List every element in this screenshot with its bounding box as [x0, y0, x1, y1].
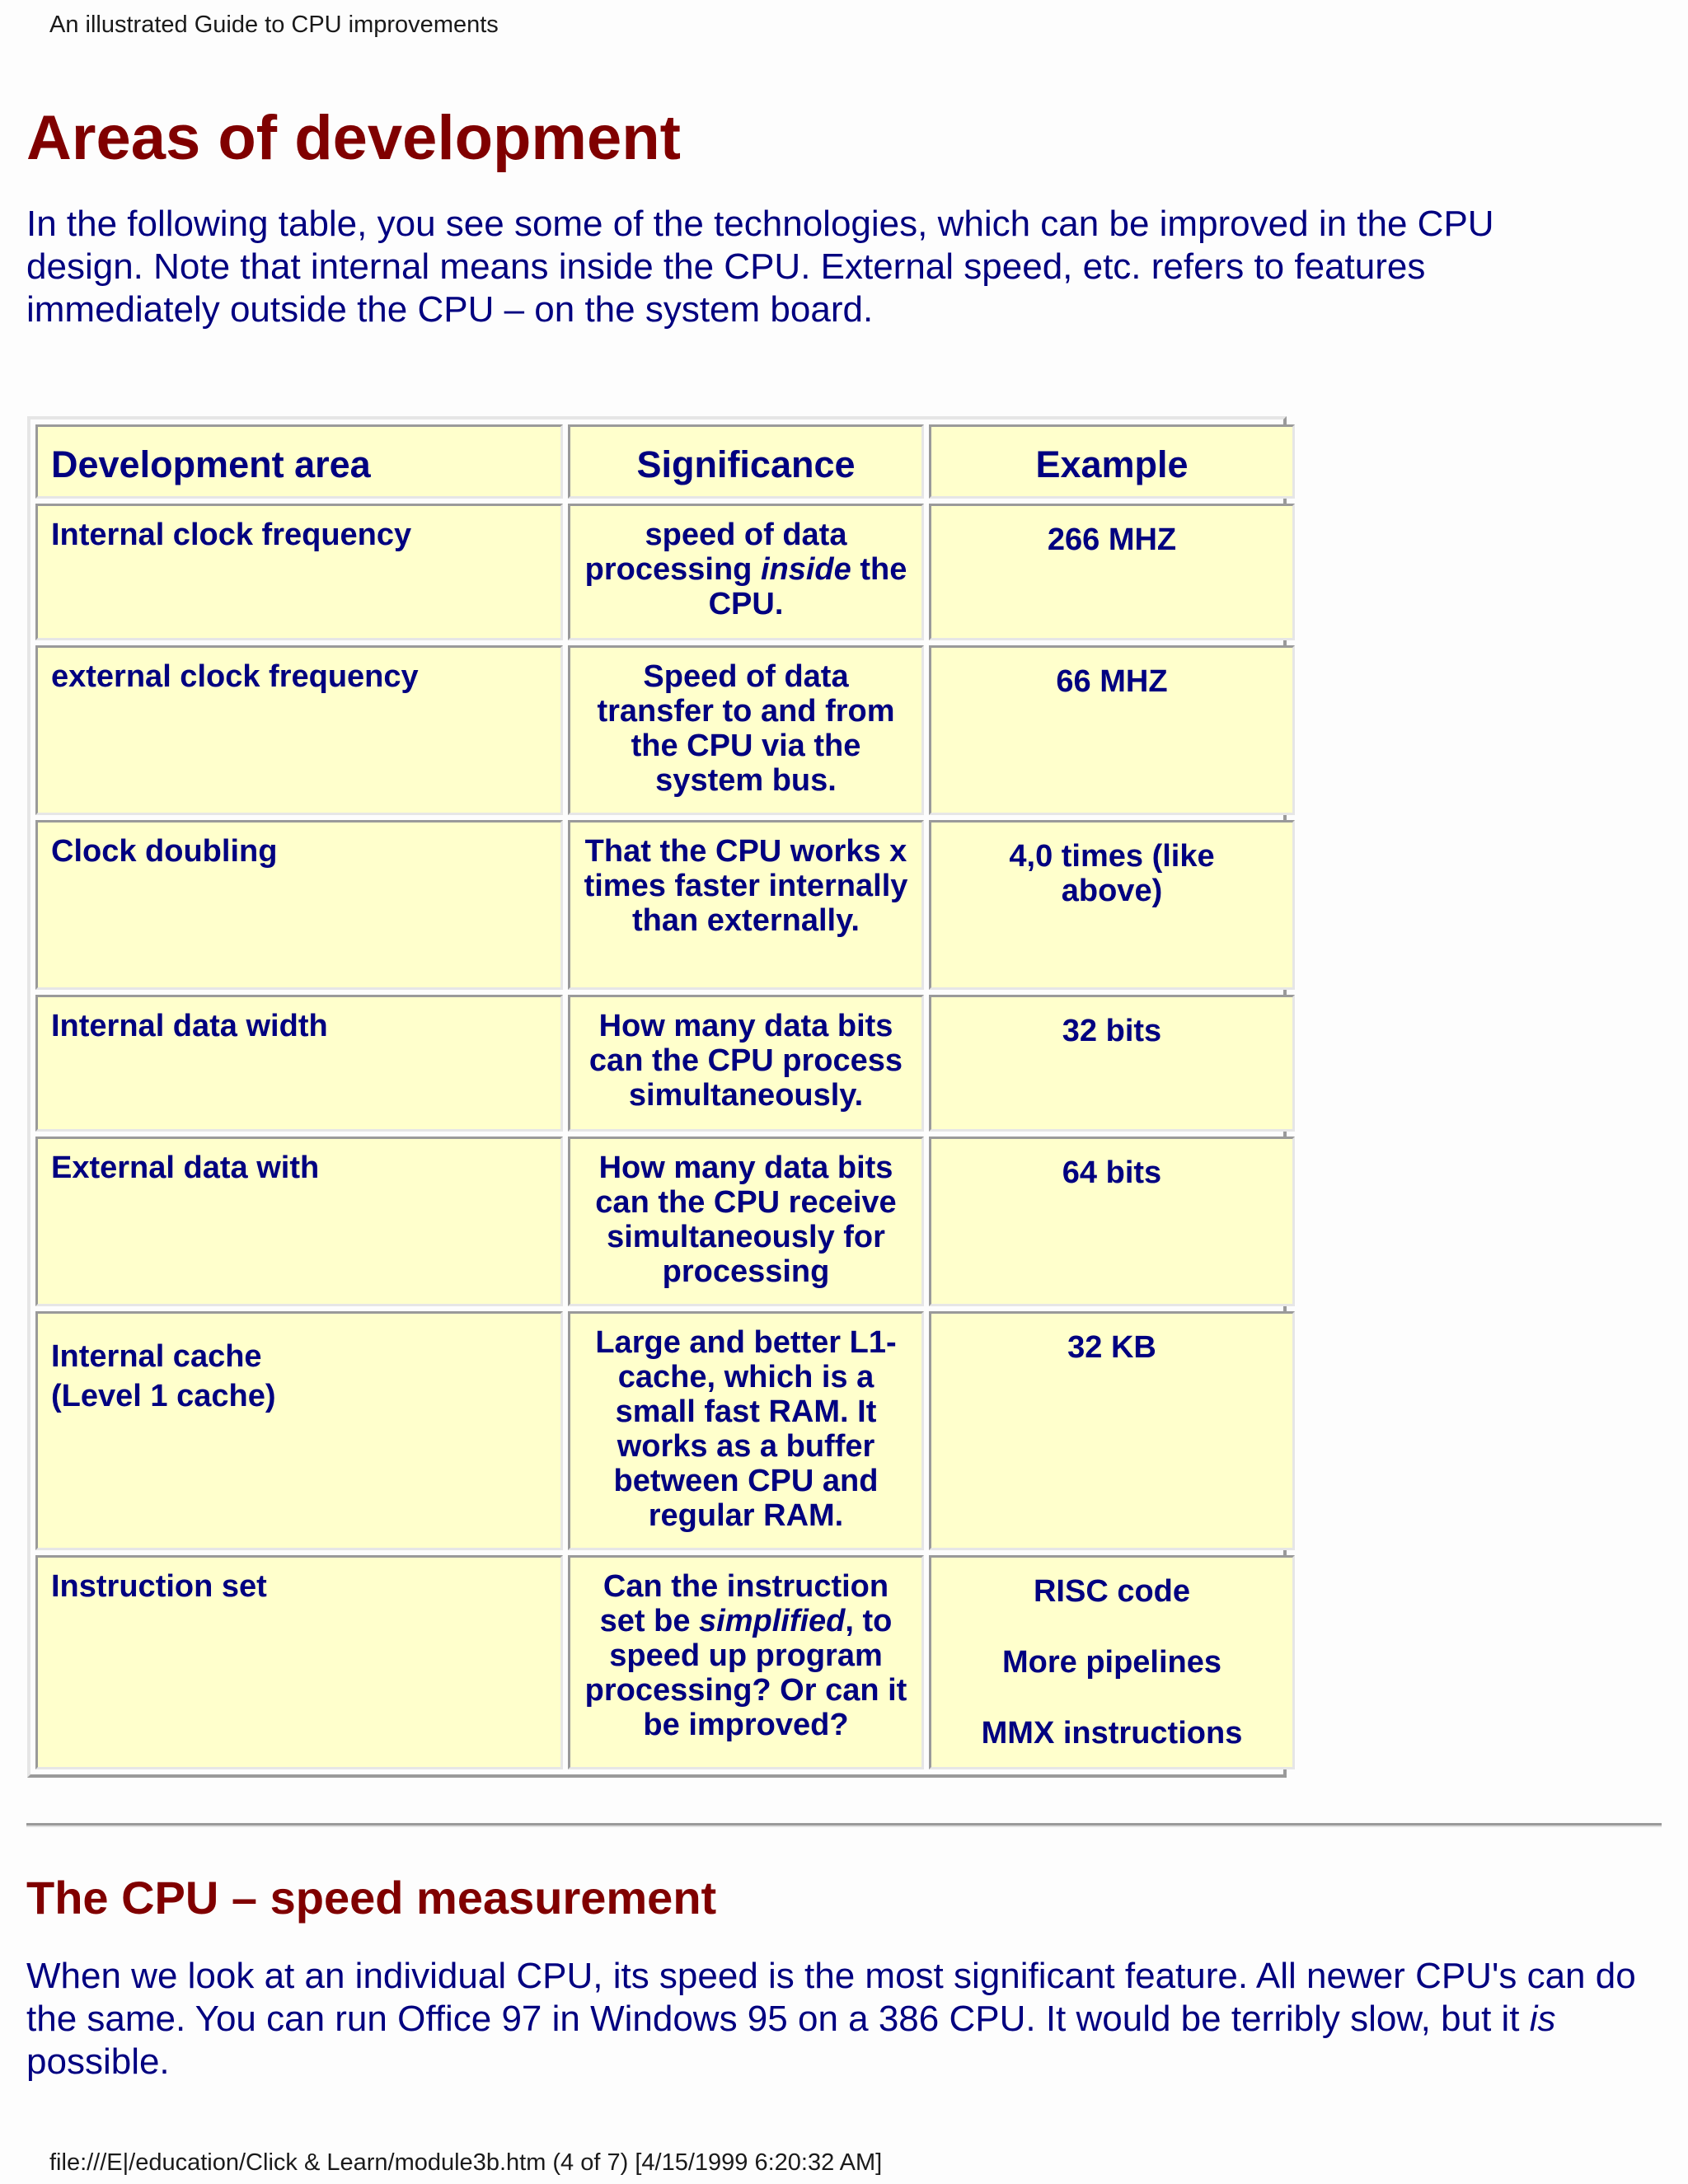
emphasis-text: inside: [760, 552, 851, 587]
cell-example: [929, 1555, 1295, 1769]
emphasis-text: is: [1529, 1999, 1556, 2039]
table-row: [35, 1311, 1295, 1550]
cell-example: [929, 995, 1295, 1132]
development-table-frame: [27, 416, 1287, 1778]
table-row: [35, 645, 1295, 815]
text-run: That the CPU works x times faster internally than externally.: [584, 834, 908, 938]
cell-development-area: external clock frequency: [35, 645, 563, 815]
example-value: 4,0 times (like above): [1009, 839, 1215, 908]
cell-significance: [568, 645, 924, 815]
section-paragraph: [26, 1955, 1667, 2083]
section-title: The CPU – speed measurement: [26, 1872, 717, 1924]
cell-significance: [568, 1555, 924, 1769]
column-header-development-area: Development area: [35, 424, 563, 499]
table-row: [35, 1555, 1295, 1769]
example-value: 266 MHZ: [1047, 523, 1177, 557]
example-value: More pipelines: [1001, 1645, 1222, 1680]
cell-example: [929, 820, 1295, 990]
text-run: How many data bits can the CPU process simultaneously.: [588, 1009, 903, 1113]
cell-development-area: Instruction set: [35, 1555, 563, 1769]
cell-significance: [568, 1137, 924, 1306]
example-value: 64 bits: [1062, 1155, 1162, 1190]
cell-development-area: Internal data width: [35, 995, 563, 1132]
cell-significance: [568, 820, 924, 990]
text-run: Speed of data transfer to and from the CPU via the system bus.: [597, 659, 895, 798]
development-table: [30, 419, 1300, 1774]
example-value: 32 bits: [1062, 1014, 1162, 1048]
table-row: [35, 995, 1295, 1132]
running-header: An illustrated Guide to CPU improvements: [49, 12, 499, 38]
cell-significance: [568, 504, 924, 640]
cell-development-area: External data with: [35, 1137, 563, 1306]
cell-example: [929, 1137, 1295, 1306]
text-run: When we look at an individual CPU, its speed is the most significant feature. All newer CPU's can do the same. You can run Office 97 in Windows 95 on a 386 CPU. It would be terribly slow, but it: [26, 1956, 1636, 2039]
cell-example: [929, 504, 1295, 640]
emphasis-text: simplified: [699, 1604, 846, 1638]
text-run: the CPU.: [708, 552, 907, 621]
intro-paragraph: In the following table, you see some of the technologies, which can be improved in the CPU design. Note that internal means inside the CPU. External speed, etc. refers to features immediately outside the CPU – on the system board.: [26, 204, 1494, 330]
page-title: Areas of development: [26, 103, 681, 173]
cell-significance: [568, 1311, 924, 1550]
cell-significance: [568, 995, 924, 1132]
example-value: 32 KB: [1067, 1330, 1156, 1365]
table-row: [35, 820, 1295, 990]
text-run: Large and better L1-cache, which is a small fast RAM. It works as a buffer between CPU and regular RAM.: [595, 1325, 897, 1533]
text-run: , to speed up program processing? Or can it be improved?: [584, 1604, 907, 1742]
text-run: speed of data processing: [584, 518, 847, 587]
table-header-row: [35, 424, 1295, 499]
horizontal-divider: [26, 1823, 1662, 1827]
table-row: [35, 1137, 1295, 1306]
text-run: possible.: [26, 2041, 170, 2082]
cell-development-area: Internal clock frequency: [35, 504, 563, 640]
cell-example: [929, 1311, 1295, 1550]
example-value: RISC code: [1033, 1574, 1191, 1609]
text-run: Can the instruction set be: [599, 1569, 889, 1638]
column-header-example: Example: [929, 424, 1295, 499]
table-row: [35, 504, 1295, 640]
cell-development-area: Clock doubling: [35, 820, 563, 990]
example-value: MMX instructions: [981, 1716, 1243, 1750]
example-value: 66 MHZ: [1056, 664, 1168, 699]
cell-development-area: Internal cache (Level 1 cache): [35, 1311, 563, 1550]
column-header-significance: Significance: [568, 424, 924, 499]
cell-example: [929, 645, 1295, 815]
text-run: How many data bits can the CPU receive simultaneously for processing: [595, 1151, 897, 1289]
running-footer: file:///E|/education/Click & Learn/module3b.htm (4 of 7) [4/15/1999 6:20:32 AM]: [49, 2149, 883, 2176]
